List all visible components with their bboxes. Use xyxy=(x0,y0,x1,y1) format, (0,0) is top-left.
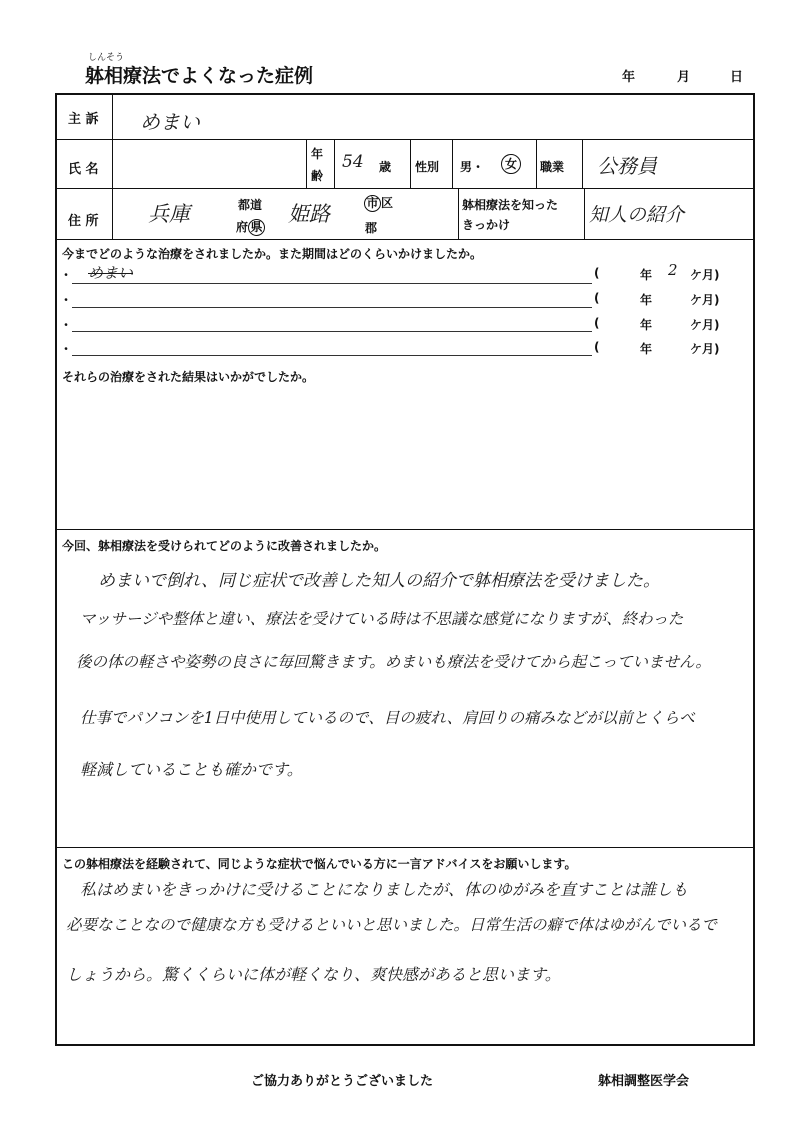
page-title: 躰相療法でよくなった症例 xyxy=(85,65,314,87)
prior-month-unit: ケ月) xyxy=(690,293,720,307)
prior-year-unit: 年 xyxy=(640,342,653,356)
ken-circled: 県 xyxy=(248,219,265,236)
date-day-label: 日 xyxy=(730,70,744,85)
date-year-label: 年 xyxy=(622,70,636,85)
sex-female-circled: 女 xyxy=(501,154,521,174)
advice-line: 私はめまいをきっかけに受けることになりましたが、体のゆがみを直すことは誰しも xyxy=(80,880,689,899)
improvement-line: 軽減していることも確かです。 xyxy=(80,760,303,779)
complaint-value: めまい xyxy=(140,110,200,134)
prior-open-paren: ( xyxy=(594,316,600,330)
advice-line: しょうから。驚くくらいに体が軽くなり、爽快感があると思います。 xyxy=(66,965,561,984)
sex-female-option xyxy=(501,154,521,174)
prefecture-value: 兵庫 xyxy=(148,202,190,226)
prior-bullet: ・ xyxy=(60,318,73,332)
prior-open-paren: ( xyxy=(594,266,600,280)
prior-bullet: ・ xyxy=(60,342,73,356)
age-label-top: 年 xyxy=(311,147,324,161)
sex-male-text: 男 xyxy=(460,160,473,174)
city-value: 姫路 xyxy=(288,202,330,226)
improvement-line: めまいで倒れ、同じ症状で改善した知人の紹介で躰相療法を受けました。 xyxy=(98,571,661,591)
todo-label: 都道 xyxy=(238,198,263,212)
source-label-2: きっかけ xyxy=(462,218,511,232)
job-label: 職業 xyxy=(540,160,565,174)
sex-male-option xyxy=(460,158,484,175)
title-ruby: しんそう xyxy=(88,53,125,63)
sex-label: 性別 xyxy=(415,160,440,174)
improvement-question: 今回、躰相療法を受けられてどのように改善されましたか。 xyxy=(62,539,387,553)
age-value: 54 xyxy=(342,152,364,172)
source-value: 知人の紹介 xyxy=(589,204,685,226)
prior-treatment: めまい xyxy=(88,264,134,282)
date-month-label: 月 xyxy=(677,70,691,85)
prior-month-unit: ケ月) xyxy=(690,318,720,332)
shiku-label xyxy=(364,194,393,212)
prior-month-unit: ケ月) xyxy=(690,342,720,356)
job-value: 公務員 xyxy=(597,154,657,178)
shi-circled: 市 xyxy=(364,195,381,212)
prior-months: 2 xyxy=(668,261,678,279)
complaint-label: 主 訴 xyxy=(68,112,99,127)
prior-question: 今までどのような治療をされましたか。また期間はどのくらいかけましたか。 xyxy=(62,247,483,261)
advice-line: 必要なことなので健康な方も受けるといいと思いました。日常生活の癖で体はゆがんでいるで xyxy=(66,916,717,934)
improvement-line: マッサージや整体と違い、療法を受けている時は不思議な感覚になりますが、終わった xyxy=(80,610,684,628)
advice-question: この躰相療法を経験されて、同じような症状で悩んでいる方に一言アドバイスをお願いします。 xyxy=(62,857,577,871)
ku-label: 区 xyxy=(381,196,394,210)
prior-open-paren: ( xyxy=(594,291,600,305)
fuken-label xyxy=(236,218,265,236)
name-label: 氏 名 xyxy=(68,162,99,177)
prior-open-paren: ( xyxy=(594,340,600,354)
age-unit: 歳 xyxy=(379,160,392,174)
footer-thanks: ご協力ありがとうございました xyxy=(251,1074,434,1089)
improvement-line: 後の体の軽さや姿勢の良さに毎回驚きます。めまいも療法を受けてから起こっていません。 xyxy=(76,653,711,671)
prior-month-unit: ケ月) xyxy=(690,268,720,282)
address-label: 住 所 xyxy=(68,214,99,229)
prior-year-unit: 年 xyxy=(640,293,653,307)
fu-label: 府 xyxy=(236,220,249,234)
sex-separator: ・ xyxy=(472,160,485,174)
source-label-1: 躰相療法を知った xyxy=(462,198,559,212)
gun-label: 郡 xyxy=(365,221,378,235)
prior-bullet: ・ xyxy=(60,268,73,282)
improvement-line: 仕事でパソコンを1日中使用しているので、目の疲れ、肩回りの痛みなどが以前とくらべ xyxy=(80,709,695,727)
age-label-bottom: 齢 xyxy=(311,169,324,183)
prior-result-question: それらの治療をされた結果はいかがでしたか。 xyxy=(62,370,315,384)
prior-year-unit: 年 xyxy=(640,268,653,282)
prior-bullet: ・ xyxy=(60,293,73,307)
footer-org: 躰相調整医学会 xyxy=(598,1074,690,1089)
prior-year-unit: 年 xyxy=(640,318,653,332)
